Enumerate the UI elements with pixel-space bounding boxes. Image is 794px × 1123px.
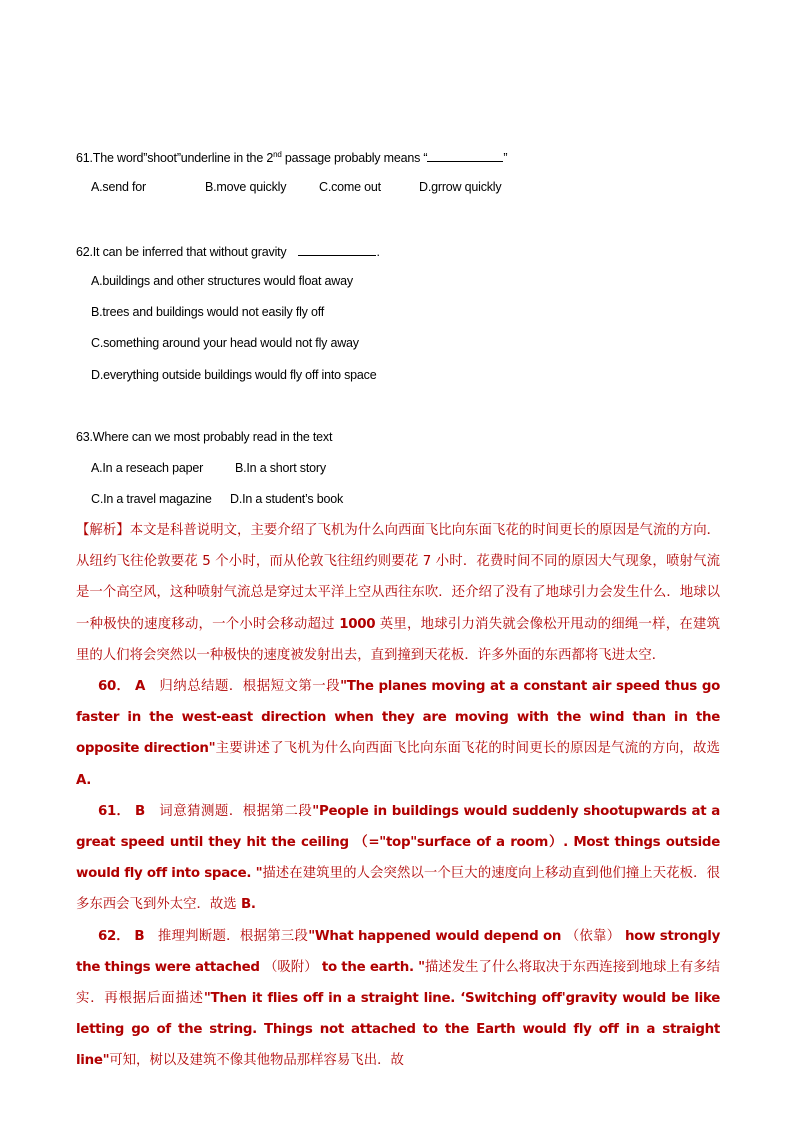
- answer-62-mid: 描述发生了什么将取决于东西连接到地球上有多结实．再根据后面描述: [76, 959, 721, 1007]
- answer-61-pick: B.: [240, 897, 256, 913]
- q62-option-b: B.trees and buildings would not easily fly off: [91, 305, 325, 319]
- q63-option-d: D.In a student’s book: [230, 492, 344, 506]
- answer-61-tail: 描述在建筑里的人会突然以一个巨大的速度向上移动直到他们撞上天花板．很多东西会飞到外太空．故选: [76, 866, 720, 913]
- q61-option-c: C.come out: [319, 180, 381, 194]
- answer-61-num: 61． B: [98, 803, 145, 819]
- q61-option-d: D.grrow quickly: [419, 180, 502, 194]
- answer-61: [76, 796, 720, 921]
- answer-62: [76, 921, 720, 1077]
- answer-62-num: 62． B: [98, 928, 145, 944]
- q62-stem: 62.It can be inferred that without gravity: [76, 245, 287, 259]
- answer-60-type: 归纳总结题．根据短文第一段: [159, 679, 341, 695]
- analysis-intro-num: 1000: [339, 616, 376, 632]
- analysis-bracket-open: 【: [76, 523, 90, 538]
- q63-option-b: B.In a short story: [235, 461, 326, 475]
- analysis-intro-rest: 英里，地球引力消失就会像松开甩动的细绳一样，在建筑里的人们将会突然以一种极快的速度被发射出去，直到撞到天花板．许多外面的东西都将飞进太空．: [76, 616, 720, 663]
- answer-60-tail: 主要讲述了飞机为什么向西面飞比向东面飞花的时间更长的原因是气流的方向，故选: [215, 741, 720, 757]
- analysis-intro: [76, 515, 720, 671]
- answer-62-quote3: to the earth. ": [321, 959, 425, 975]
- answer-60-quote: "The planes moving at a constant air speed thus go faster in the west-east direction when they are moving with the wind than in the opposite direction": [76, 679, 721, 757]
- q62-end: .: [376, 245, 380, 259]
- q61-close-quote: ”: [503, 151, 508, 165]
- q63-option-a: A.In a reseach paper: [91, 461, 204, 475]
- answer-62-tail: 可知，树以及建筑不像其他物品那样容易飞出．故: [109, 1053, 404, 1069]
- q62-option-d: D.everything outside buildings would fly off into space: [91, 368, 377, 382]
- answer-62-quote4: "Then it flies off in a straight line. ‘Switching off'gravity would be like letting go of the string. Things not attached to the Earth would fly off in a straight line": [76, 991, 720, 1069]
- q61-suffix: passage probably means: [281, 151, 424, 165]
- question-62: [76, 243, 380, 259]
- answer-60-pick: A.: [76, 772, 92, 788]
- analysis-intro-text: 本文是科普说明文，主要介绍了飞机为什么向西面飞比向东面飞花的时间更长的原因是气流的方向．从纽约飞往伦敦要花 5 个小时，而从伦敦飞往纽约则要花 7 小时．花费时间不同的原因大气现象，喷射气流是一个高空风，这种喷射气流总是穿过太平洋上空从西往东吹．还介绍了没有了地球引力会发生什么．地球以一种极快的速度移动，一个小时会移动超过: [76, 523, 721, 632]
- q62-option-a: A.buildings and other structures would float away: [91, 274, 353, 288]
- answer-62-gloss1: （依靠）: [565, 928, 621, 944]
- q61-prefix: 61.The word”shoot”underline in the 2: [76, 151, 274, 165]
- q61-option-a: A.send for: [91, 180, 146, 194]
- q61-sup: nd: [273, 149, 282, 159]
- answer-blank: [298, 243, 376, 256]
- answer-62-quote2: how strongly the things were attached: [76, 928, 721, 975]
- analysis-section: [76, 515, 720, 1077]
- q63-option-c: C.In a travel magazine: [91, 492, 212, 506]
- answer-61-type: 词意猜测题．根据第二段: [159, 803, 313, 819]
- question-63: 63.Where can we most probably read in the text: [76, 430, 333, 444]
- analysis-bracket-close: 】: [116, 523, 130, 538]
- answer-61-quote: "People in buildings would suddenly shootupwards at a great speed until they hit the ceiling （="top"surface of a room）. Most things outside would fly off into space. ": [76, 803, 720, 882]
- answer-62-gloss2: （吸附）: [263, 959, 318, 975]
- answer-blank: [427, 149, 503, 162]
- answer-60-num: 60． A: [98, 679, 146, 695]
- q61-open-quote: “: [423, 151, 428, 165]
- analysis-label: 解析: [89, 523, 117, 538]
- q61-option-b: B.move quickly: [205, 180, 287, 194]
- answer-62-quote1: "What happened would depend on: [308, 928, 562, 944]
- answer-60: [76, 671, 720, 796]
- q62-option-c: C.something around your head would not fly away: [91, 336, 359, 350]
- question-61: [76, 149, 507, 165]
- answer-62-type: 推理判断题．根据第三段: [157, 928, 309, 944]
